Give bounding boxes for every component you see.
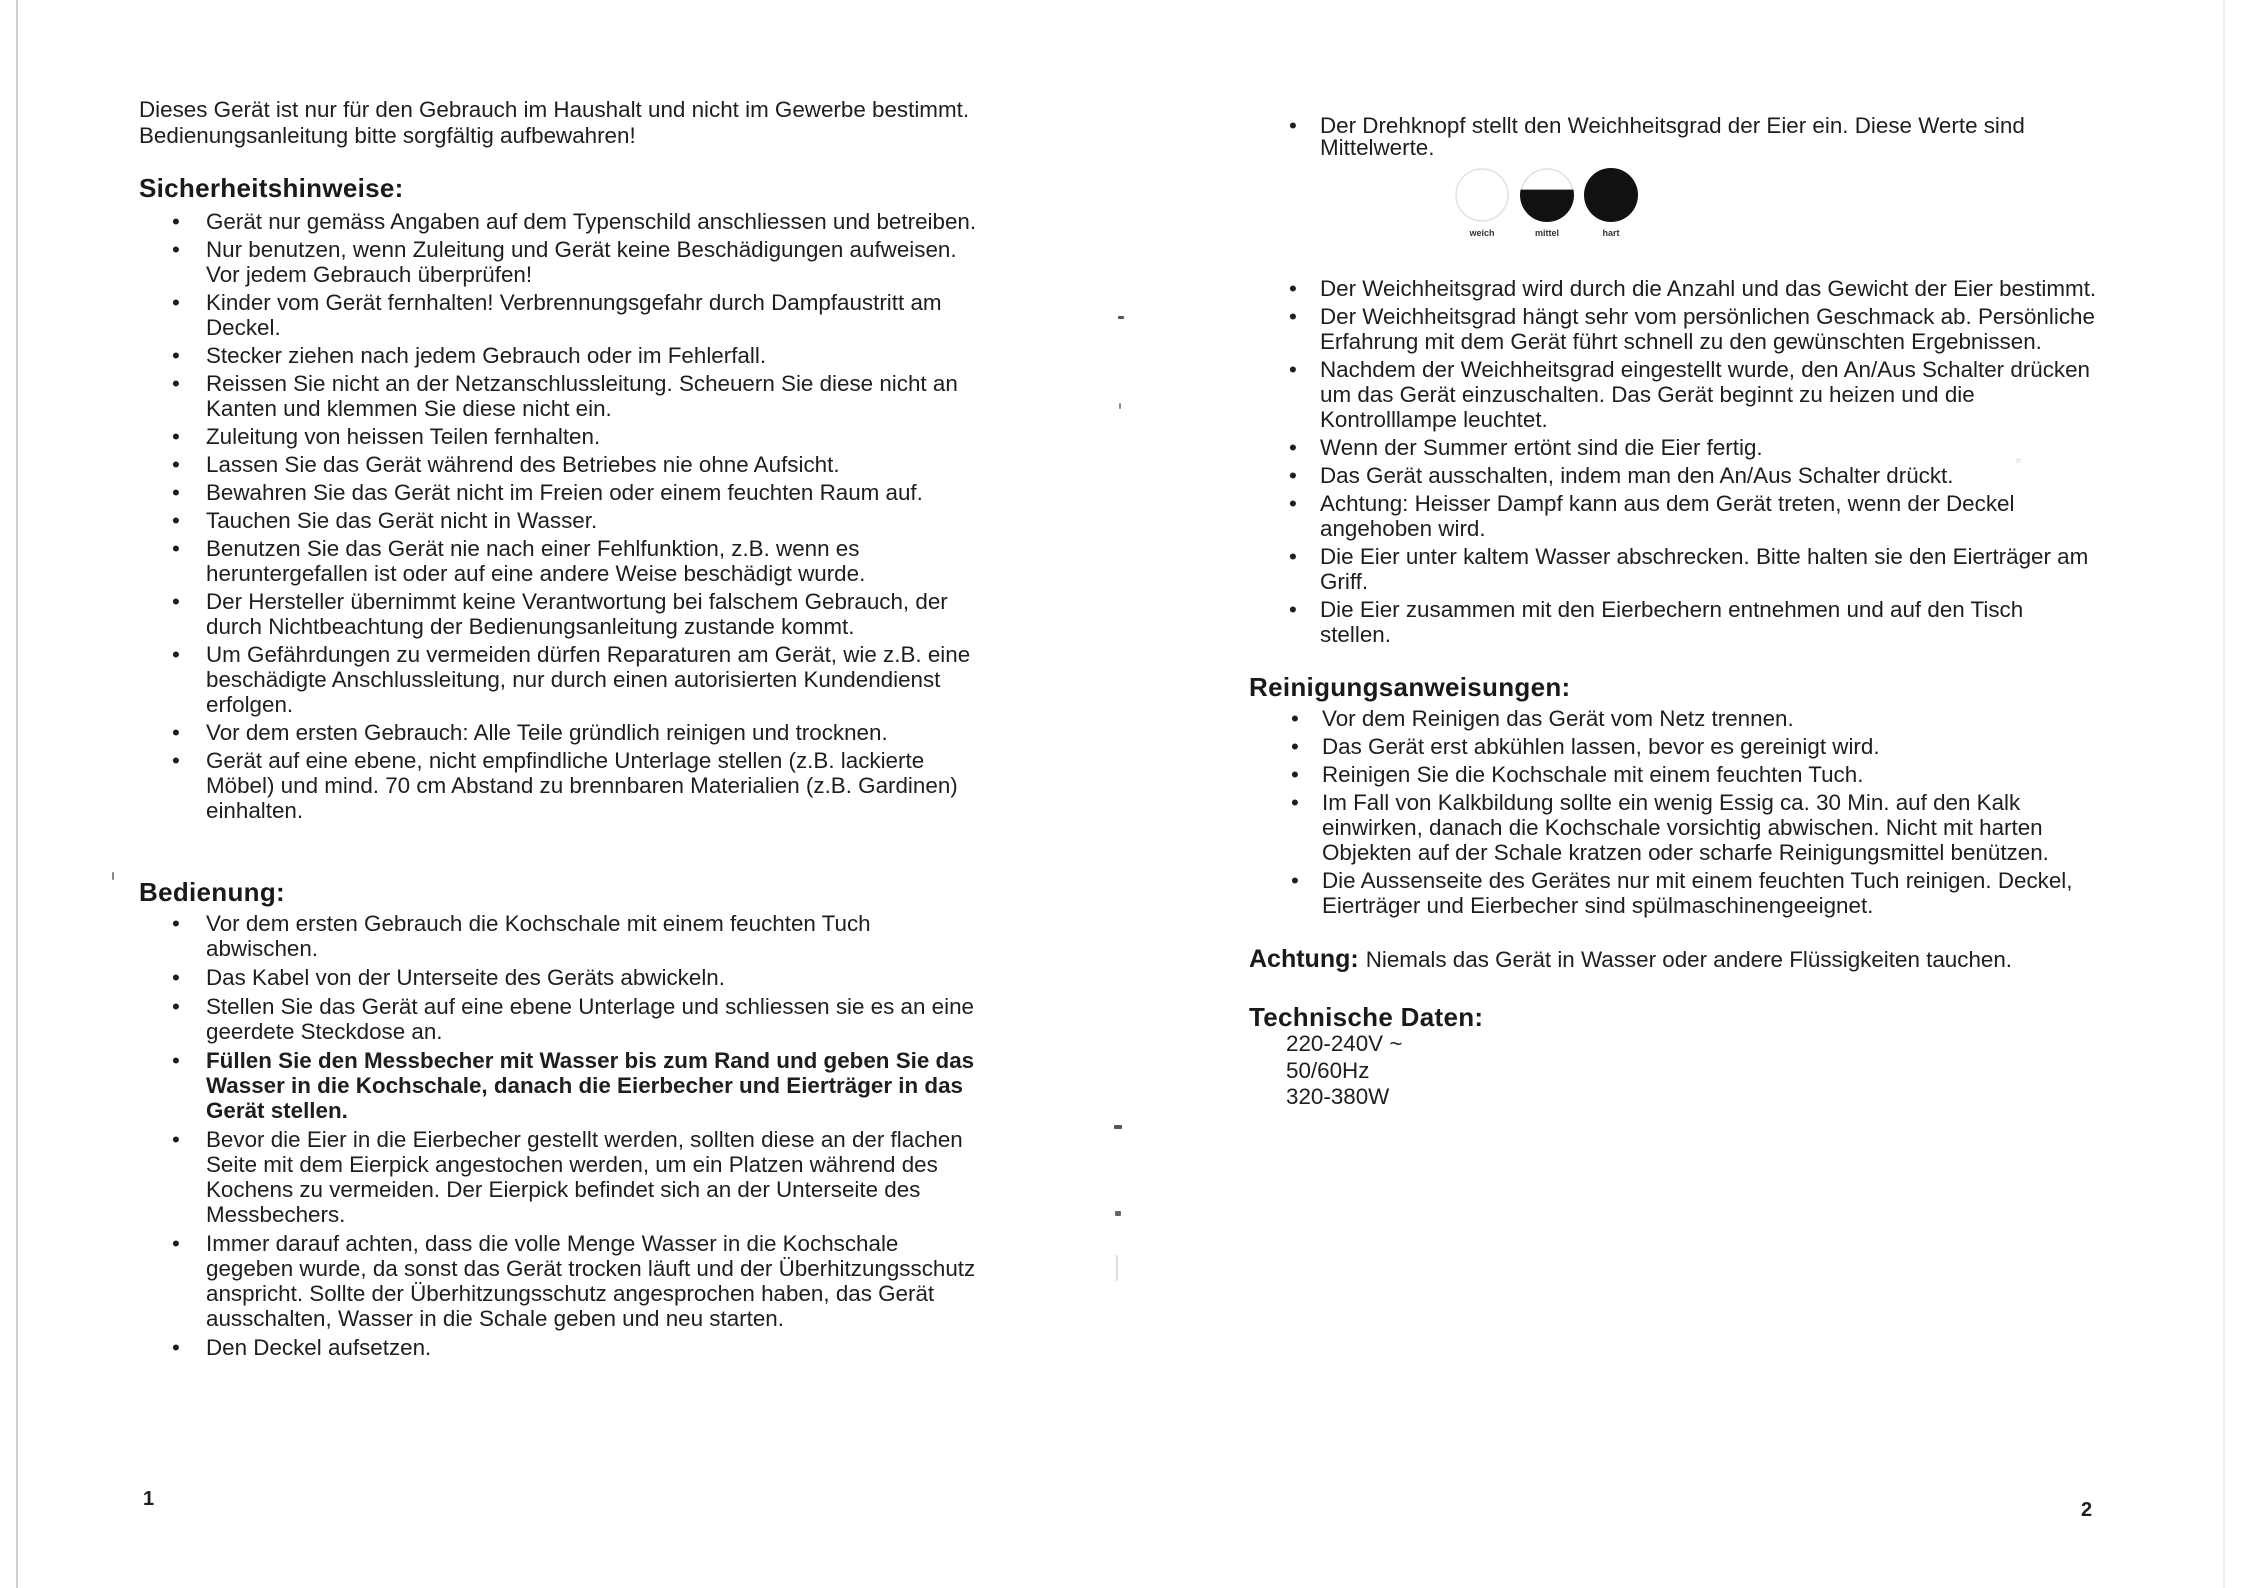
- warning-label: Achtung:: [1249, 945, 1359, 973]
- tech-spec-line: 50/60Hz: [1286, 1057, 1370, 1083]
- bullet-item-text: einwirken, danach die Kochschale vorsichtig abwischen. Nicht mit harten: [1322, 815, 2043, 840]
- bullet-icon: •: [172, 911, 180, 936]
- bullet-item-text: Nur benutzen, wenn Zuleitung und Gerät keine Beschädigungen aufweisen.: [206, 237, 957, 262]
- bullet-item-text: Vor jedem Gebrauch überprüfen!: [206, 262, 533, 287]
- bullet-item: [172, 911, 975, 961]
- scan-mark: [112, 872, 114, 880]
- bullet-item-text: erfolgen.: [206, 692, 294, 717]
- bullet-icon: •: [172, 642, 180, 667]
- bullet-icon: •: [172, 343, 180, 368]
- bullet-item-text: Vor dem ersten Gebrauch: Alle Teile gründlich reinigen und trocknen.: [206, 720, 888, 745]
- bullet-icon: •: [172, 994, 180, 1019]
- bullet-item: [172, 1335, 975, 1360]
- bullet-item-text: Kochens zu vermeiden. Der Eierpick befindet sich an der Unterseite des: [206, 1177, 921, 1202]
- bullet-item-text: Vor dem Reinigen das Gerät vom Netz trennen.: [1322, 706, 1794, 731]
- bullet-icon: •: [172, 424, 180, 449]
- bullet-item-text: Nachdem der Weichheitsgrad eingestellt wurde, den An/Aus Schalter drücken: [1320, 357, 2091, 382]
- bullet-icon: •: [172, 1048, 180, 1073]
- bullet-item: [1291, 706, 2072, 731]
- scan-mark: [1119, 403, 1121, 409]
- bullet-icon: •: [172, 452, 180, 477]
- bullet-item-text: Die Aussenseite des Gerätes nur mit einem feuchten Tuch reinigen. Deckel,: [1322, 868, 2073, 893]
- bullet-item: [1289, 113, 2025, 160]
- softness-scale-figure: [1450, 165, 1640, 225]
- bullet-item: [172, 424, 976, 449]
- bullet-item-text: ausschalten, Wasser in die Schale geben und neu starten.: [206, 1306, 784, 1331]
- bullet-item: [172, 965, 975, 990]
- bullet-item-text: Das Kabel von der Unterseite des Geräts abwickeln.: [206, 965, 725, 990]
- bullet-item: [1289, 435, 2096, 460]
- bullet-item-text: Erfahrung mit dem Gerät führt schnell zu den gewünschten Ergebnissen.: [1320, 329, 2042, 354]
- tech-spec-line: 220-240V ~: [1286, 1031, 1403, 1056]
- bullet-item: [1289, 276, 2097, 301]
- bullet-item-text: Wenn der Summer ertönt sind die Eier fertig.: [1320, 435, 1763, 460]
- bullet-item-text: Deckel.: [206, 315, 281, 340]
- softness-hart-icon: [1584, 168, 1638, 222]
- intro-text: [139, 97, 969, 148]
- safety-heading: Sicherheitshinweise:: [139, 173, 404, 203]
- bullet-item: [172, 589, 976, 639]
- bullet-icon: •: [172, 237, 180, 262]
- bullet-icon: •: [1289, 463, 1297, 488]
- bullet-icon: •: [172, 508, 180, 533]
- bullet-item-text: Eierträger und Eierbecher sind spülmaschinengeeignet.: [1322, 893, 1874, 918]
- bullet-item-text: Füllen Sie den Messbecher mit Wasser bis zum Rand und geben Sie das: [206, 1048, 975, 1073]
- bullet-icon: •: [172, 1335, 180, 1360]
- tech-data-heading: Technische Daten:: [1249, 1002, 1484, 1032]
- bullet-item: [1289, 357, 2096, 432]
- scan-mark: [1115, 1211, 1121, 1216]
- bullet-item-text: gegeben wurde, da sonst das Gerät trocken läuft und der Überhitzungsschutz: [206, 1256, 976, 1281]
- bullet-item-text: Stecker ziehen nach jedem Gebrauch oder im Fehlerfall.: [206, 343, 767, 368]
- bullet-item-text: Gerät auf eine ebene, nicht empfindliche Unterlage stellen (z.B. lackierte: [206, 748, 925, 773]
- bullet-item-text: Immer darauf achten, dass die volle Menge Wasser in die Kochschale: [206, 1231, 899, 1256]
- bullet-icon: •: [172, 965, 180, 990]
- bullet-icon: •: [172, 371, 180, 396]
- bullet-icon: •: [1291, 762, 1299, 787]
- bullet-item-text: Objekten auf der Schale kratzen oder scharfe Reinigungsmittel benützen.: [1322, 840, 2049, 865]
- bullet-item: [1289, 491, 2096, 541]
- bullet-icon: •: [1289, 304, 1297, 329]
- bullet-item: [172, 452, 976, 477]
- bullet-item-text: Tauchen Sie das Gerät nicht in Wasser.: [206, 508, 598, 533]
- bullet-item: [172, 371, 976, 421]
- bullet-item-text: Die Eier unter kaltem Wasser abschrecken. Bitte halten sie den Eierträger am: [1320, 544, 2089, 569]
- bullet-icon: •: [1289, 597, 1297, 622]
- bullet-item-text: Kinder vom Gerät fernhalten! Verbrennungsgefahr durch Dampfaustritt am: [206, 290, 942, 315]
- scan-right-edge: [2223, 0, 2225, 1588]
- tech-data-list: [1286, 1031, 1402, 1111]
- operation-list-continued-top: [1289, 113, 2025, 161]
- bullet-item: [1291, 790, 2072, 865]
- bullet-icon: •: [172, 1231, 180, 1256]
- bullet-item-text: Reinigen Sie die Kochschale mit einem feuchten Tuch.: [1322, 762, 1864, 787]
- bullet-item: [172, 343, 976, 368]
- bullet-item: [1289, 304, 2096, 354]
- softness-label-mittel: mittel: [1534, 228, 1559, 238]
- softness-weich-icon: [1456, 169, 1508, 221]
- bullet-item-text: anspricht. Sollte der Überhitzungsschutz angesprochen haben, das Gerät: [206, 1281, 935, 1306]
- bullet-item-text: Reissen Sie nicht an der Netzanschlussleitung. Scheuern Sie diese nicht an: [206, 371, 958, 396]
- bullet-item-text: geerdete Steckdose an.: [206, 1019, 443, 1044]
- scan-left-edge: [16, 0, 18, 1588]
- bullet-item-text: durch Nichtbeachtung der Bedienungsanleitung zustande kommt.: [206, 614, 855, 639]
- bullet-item-text: Bewahren Sie das Gerät nicht im Freien oder einem feuchten Raum auf.: [206, 480, 923, 505]
- bullet-icon: •: [1289, 435, 1297, 460]
- bullet-icon: •: [172, 720, 180, 745]
- bullet-item-text: Benutzen Sie das Gerät nie nach einer Fehlfunktion, z.B. wenn es: [206, 536, 860, 561]
- bullet-icon: •: [1291, 734, 1299, 759]
- softness-circle-outline: [1456, 169, 1508, 221]
- bullet-item-text: Den Deckel aufsetzen.: [206, 1335, 432, 1360]
- bullet-item: [172, 290, 976, 340]
- bullet-item-text: Die Eier zusammen mit den Eierbechern entnehmen und auf den Tisch: [1320, 597, 2024, 622]
- bullet-item: [1291, 762, 2072, 787]
- operation-heading: Bedienung:: [139, 877, 285, 907]
- cleaning-list: [1291, 706, 2073, 921]
- bullet-item-text: Messbechers.: [206, 1202, 346, 1227]
- bullet-item: [1291, 868, 2073, 918]
- bullet-item-text: Kanten und klemmen Sie diese nicht ein.: [206, 396, 612, 421]
- bullet-item-text: Im Fall von Kalkbildung sollte ein wenig Essig ca. 30 Min. auf den Kalk: [1322, 790, 2021, 815]
- operation-list-continued: [1289, 276, 2097, 650]
- bullet-icon: •: [172, 480, 180, 505]
- bullet-icon: •: [172, 209, 180, 234]
- softness-mittel-icon: [1520, 168, 1574, 222]
- bullet-icon: •: [1291, 706, 1299, 731]
- bullet-item-text: Gerät nur gemäss Angaben auf dem Typenschild anschliessen und betreiben.: [206, 209, 977, 234]
- bullet-item-text: Das Gerät ausschalten, indem man den An/Aus Schalter drückt.: [1320, 463, 1954, 488]
- bullet-item-text: Mittelwerte.: [1320, 134, 1435, 160]
- bullet-icon: •: [1289, 491, 1297, 516]
- bullet-icon: •: [1289, 544, 1297, 569]
- bullet-item-text: Der Weichheitsgrad hängt sehr vom persönlichen Geschmack ab. Persönliche: [1320, 304, 2095, 329]
- bullet-icon: •: [172, 536, 180, 561]
- bullet-item-text: Der Hersteller übernimmt keine Verantwortung bei falschem Gebrauch, der: [206, 589, 948, 614]
- softness-label-weich: weich: [1469, 228, 1495, 238]
- bullet-item-text: Um Gefährdungen zu vermeiden dürfen Reparaturen am Gerät, wie z.B. eine: [206, 642, 971, 667]
- bullet-item: [172, 536, 976, 586]
- bullet-item-text: beschädigte Anschlussleitung, nur durch einen autorisierten Kundendienst: [206, 667, 941, 692]
- bullet-item: [1289, 463, 2096, 488]
- bullet-item-text: Wasser in die Kochschale, danach die Eierbecher und Eierträger in das: [206, 1073, 963, 1098]
- cleaning-heading: Reinigungsanweisungen:: [1249, 672, 1571, 702]
- bullet-item-text: Das Gerät erst abkühlen lassen, bevor es gereinigt wird.: [1322, 734, 1880, 759]
- page-number: 1: [143, 1488, 155, 1510]
- bullet-icon: •: [172, 1127, 180, 1152]
- operation-list: [172, 911, 976, 1364]
- warning-text: Niemals das Gerät in Wasser oder andere Flüssigkeiten tauchen.: [1365, 947, 2013, 972]
- bullet-item: [172, 642, 976, 717]
- bullet-item-text: Bevor die Eier in die Eierbecher gestellt werden, sollten diese an der flachen: [206, 1127, 963, 1152]
- bullet-item-text: Der Drehknopf stellt den Weichheitsgrad der Eier ein. Diese Werte sind: [1320, 113, 2025, 138]
- safety-list: [172, 209, 977, 826]
- bullet-item-text: Der Weichheitsgrad wird durch die Anzahl und das Gewicht der Eier bestimmt.: [1320, 276, 2097, 301]
- bullet-item: [172, 748, 976, 823]
- bullet-item-text: Kontrolllampe leuchtet.: [1320, 407, 1548, 432]
- scan-mark: [1118, 316, 1124, 319]
- bullet-item: [172, 209, 977, 234]
- bullet-item-text: Lassen Sie das Gerät während des Betriebes nie ohne Aufsicht.: [206, 452, 840, 477]
- bullet-item: [1289, 544, 2096, 594]
- bullet-item-text: Achtung: Heisser Dampf kann aus dem Gerät treten, wenn der Deckel: [1320, 491, 2015, 516]
- bullet-icon: •: [1291, 868, 1299, 893]
- bullet-item-text: einhalten.: [206, 798, 304, 823]
- bullet-item-text: heruntergefallen ist oder auf eine andere Weise beschädigt wurde.: [206, 561, 866, 586]
- bullet-item-text: stellen.: [1320, 622, 1391, 647]
- bullet-item-text: Vor dem ersten Gebrauch die Kochschale mit einem feuchten Tuch: [206, 911, 871, 936]
- softness-circle-fill: [1584, 168, 1638, 222]
- bullet-icon: •: [1289, 357, 1297, 382]
- bullet-item: [172, 1231, 976, 1331]
- bullet-item: [172, 508, 976, 533]
- bullet-item-text: um das Gerät einzuschalten. Das Gerät beginnt zu heizen und die: [1320, 382, 1975, 407]
- bullet-item-text: Seite mit dem Eierpick angestochen werden, um ein Platzen während des: [206, 1152, 938, 1177]
- bullet-item: [172, 480, 976, 505]
- tech-spec-line: 320-380W: [1286, 1084, 1390, 1109]
- bullet-item-text: angehoben wird.: [1320, 516, 1486, 541]
- bullet-item: [172, 237, 976, 287]
- bullet-item: [1289, 597, 2096, 647]
- bullet-item: [172, 1127, 975, 1227]
- intro-line: Dieses Gerät ist nur für den Gebrauch im Haushalt und nicht im Gewerbe bestimmt.: [139, 97, 970, 122]
- bullet-item: [1291, 734, 2072, 759]
- bullet-icon: •: [1289, 113, 1297, 138]
- scan-mark: [1116, 1255, 1118, 1281]
- bullet-item-text: Zuleitung von heissen Teilen fernhalten.: [206, 424, 601, 449]
- bullet-icon: •: [172, 748, 180, 773]
- bullet-icon: •: [1291, 790, 1299, 815]
- bullet-item-text: abwischen.: [206, 936, 319, 961]
- bullet-item: [172, 1048, 975, 1123]
- softness-label-hart: hart: [1602, 228, 1620, 238]
- bullet-icon: •: [1289, 276, 1297, 301]
- bullet-icon: •: [172, 589, 180, 614]
- warning-note: [1249, 944, 2012, 978]
- scan-mark: [1114, 1125, 1122, 1129]
- bullet-item: [172, 720, 976, 745]
- intro-line: Bedienungsanleitung bitte sorgfältig aufbewahren!: [139, 122, 636, 148]
- bullet-item: [172, 994, 975, 1044]
- bullet-icon: •: [172, 290, 180, 315]
- bullet-item-text: Griff.: [1320, 569, 1369, 594]
- bullet-item-text: Möbel) und mind. 70 cm Abstand zu brennbaren Materialien (z.B. Gardinen): [206, 773, 958, 798]
- bullet-item-text: Stellen Sie das Gerät auf eine ebene Unterlage und schliessen sie es an eine: [206, 994, 975, 1019]
- bullet-item-text: Gerät stellen.: [206, 1098, 348, 1123]
- page-number: 2: [2081, 1499, 2093, 1521]
